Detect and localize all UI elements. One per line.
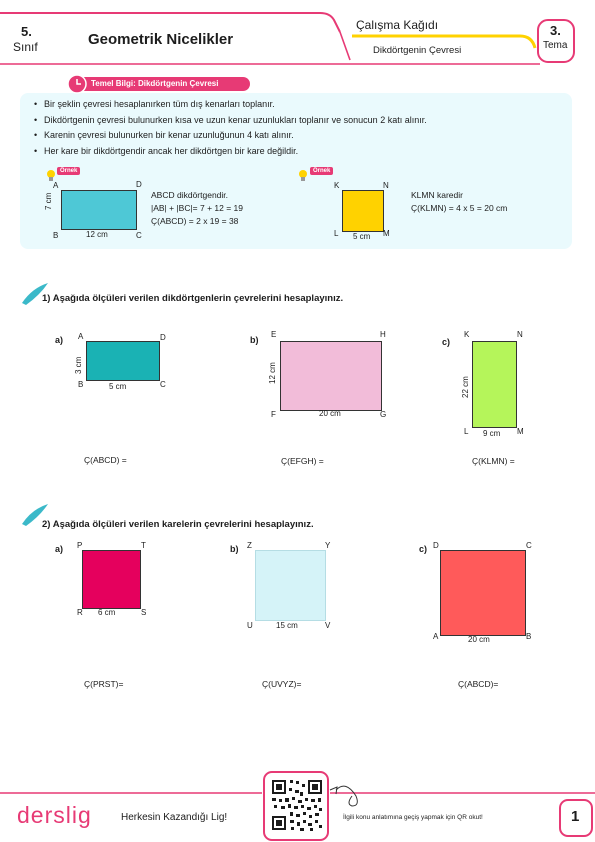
item-letter: b): [230, 544, 239, 554]
vertex-label: K: [334, 181, 340, 190]
vertex-label: Y: [325, 541, 331, 550]
vertex-label: N: [383, 181, 389, 190]
vertex-label: F: [271, 410, 276, 419]
info-bullet: • Bir şeklin çevresi hesaplanırken tüm dış kenarları toplanır.: [32, 97, 552, 113]
info-bullet: • Her kare bir dikdörtgendir ancak her dikdörtgen bir kare değildir.: [32, 144, 552, 160]
example-text: Ç(ABCD) = 2 x 19 = 38: [151, 216, 239, 226]
example-text: |AB| + |BC|= 7 + 12 = 19: [151, 203, 244, 213]
vertex-label: A: [53, 181, 59, 190]
vertex-label: K: [464, 330, 470, 339]
worksheet-subtitle: Dikdörtgenin Çevresi: [373, 45, 462, 56]
info-title: Temel Bilgi: Dikdörtgenin Çevresi: [91, 79, 219, 88]
page-number: 1: [571, 808, 580, 825]
vertex-label: B: [526, 632, 532, 641]
vertex-label: L: [464, 427, 469, 436]
item-letter: c): [419, 544, 428, 554]
vertex-label: R: [77, 608, 83, 617]
item-letter: a): [55, 544, 64, 554]
example-text: Ç(KLMN) = 4 x 5 = 20 cm: [411, 203, 508, 213]
vertex-label: N: [517, 330, 523, 339]
info-bullet: • Dikdörtgenin çevresi bulunurken kısa ve uzun kenar uzunlukları toplanır ve sonucun 2 katı alınır.: [32, 113, 552, 129]
vertex-label: Z: [247, 541, 252, 550]
vertex-label: C: [526, 541, 532, 550]
example-tag: Örnek: [310, 167, 333, 175]
side-length: 6 cm: [98, 608, 116, 617]
page-title: Geometrik Nicelikler: [88, 31, 234, 48]
vertex-label: C: [136, 231, 142, 240]
vertex-label: A: [78, 332, 84, 341]
item-letter: c): [442, 337, 451, 347]
question-1-text: 1) Aşağıda ölçüleri verilen dikdörtgenlerin çevrelerini hesaplayınız.: [42, 293, 344, 304]
side-length: 7 cm: [44, 192, 53, 210]
brand-logo: derslig: [17, 802, 92, 828]
answer-prompt: Ç(KLMN) =: [472, 456, 515, 466]
vertex-label: T: [141, 541, 146, 550]
vertex-label: U: [247, 621, 253, 630]
vertex-label: D: [433, 541, 439, 550]
vertex-label: P: [77, 541, 83, 550]
item-letter: b): [250, 335, 259, 345]
side-length: 3 cm: [74, 356, 83, 374]
answer-prompt: Ç(UVYZ)=: [262, 679, 302, 689]
side-length: 12 cm: [268, 362, 277, 384]
example-tag: Örnek: [57, 167, 80, 175]
answer-prompt: Ç(PRST)=: [84, 679, 124, 689]
vertex-label: D: [160, 333, 166, 342]
item-letter: a): [55, 335, 64, 345]
vertex-label: G: [380, 410, 387, 419]
side-length: 9 cm: [483, 429, 501, 438]
vertex-label: H: [380, 330, 386, 339]
vertex-label: M: [517, 427, 524, 436]
brand-slogan: Herkesin Kazandığı Lig!: [121, 812, 228, 823]
side-length: 20 cm: [468, 635, 490, 644]
side-length: 15 cm: [276, 621, 298, 630]
qr-note: İlgili konu anlatımına geçiş yapmak için QR okut!: [343, 814, 483, 821]
side-length: 20 cm: [319, 409, 341, 418]
vertex-label: B: [78, 380, 84, 389]
theme-number: 3.: [550, 23, 561, 38]
answer-prompt: Ç(EFGH) =: [281, 456, 324, 466]
vertex-label: D: [136, 180, 142, 189]
vertex-label: E: [271, 330, 277, 339]
vertex-label: L: [334, 229, 339, 238]
grade-word: Sınıf: [13, 40, 38, 54]
vertex-label: C: [160, 380, 166, 389]
answer-prompt: Ç(ABCD) =: [84, 455, 127, 465]
answer-prompt: Ç(ABCD)=: [458, 679, 499, 689]
info-bullet: • Karenin çevresi bulunurken bir kenar uzunluğunun 4 katı alınır.: [32, 128, 552, 144]
vertex-label: S: [141, 608, 147, 617]
worksheet-label: Çalışma Kağıdı: [356, 18, 439, 32]
side-length: 12 cm: [86, 230, 108, 239]
side-length: 5 cm: [353, 232, 371, 241]
vertex-label: B: [53, 231, 59, 240]
grade-number: 5.: [21, 24, 32, 39]
example-text: KLMN karedir: [411, 190, 463, 200]
vertex-label: A: [433, 632, 439, 641]
vertex-label: M: [383, 229, 390, 238]
vertex-label: V: [325, 621, 331, 630]
theme-word: Tema: [543, 40, 568, 51]
side-length: 22 cm: [461, 376, 470, 398]
example-text: ABCD dikdörtgendir.: [151, 190, 229, 200]
side-length: 5 cm: [109, 382, 127, 391]
question-2-text: 2) Aşağıda ölçüleri verilen karelerin çevrelerini hesaplayınız.: [42, 519, 314, 530]
